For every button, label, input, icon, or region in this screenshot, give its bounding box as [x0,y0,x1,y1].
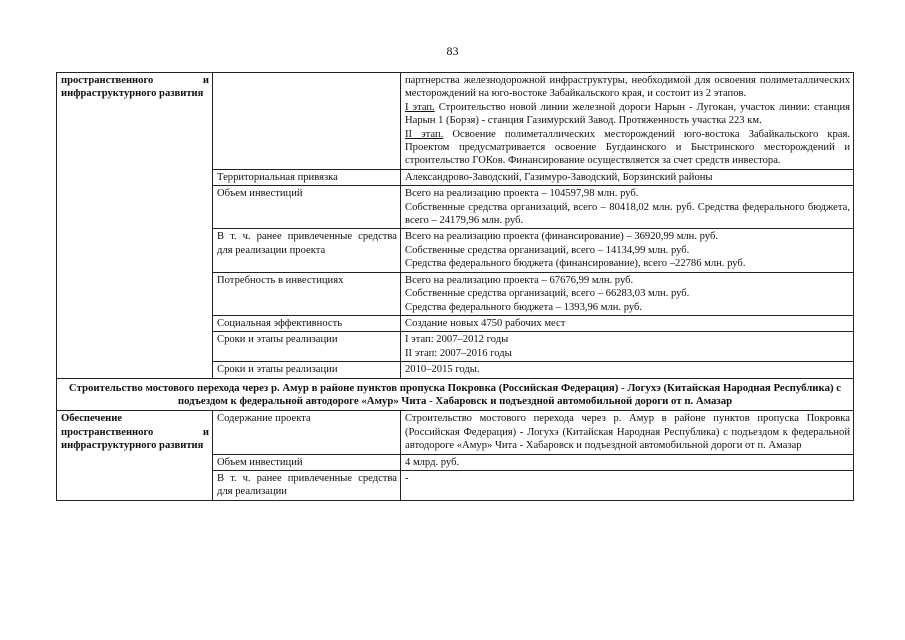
label-cell: В т. ч. ранее привлеченные средства для реализации [213,470,401,500]
value-line: 2010–2015 годы. [405,364,480,376]
label-cell: Объем инвестиций [213,454,401,470]
project-table [56,72,854,501]
value-line: Александрово-Заводский, Газимуро-Заводский, Борзинский районы [405,171,713,183]
value-line: Собственные средства организаций, всего – 66283,03 млн. руб. [405,288,690,300]
table-row [57,73,854,170]
value-line: Всего на реализацию проекта – 104597,98 млн. руб. [405,188,639,200]
category-cell: Обеспечение пространственного и инфраструктурного развития [57,411,213,500]
value-line: Собственные средства организаций, всего – 14134,99 млн. руб. [405,244,690,256]
label-cell: Сроки и этапы реализации [213,362,401,378]
value-cell [401,229,854,272]
label-cell: Потребность в инвестициях [213,272,401,315]
value-cell [401,362,854,378]
value-cell [401,411,854,454]
label-cell: Социальная эффективность [213,315,401,331]
value-line: II этап: 2007–2016 годы [405,347,512,359]
page-number: 83 [446,44,459,58]
stage-2-text: Освоение полиметаллических месторождений юго-востока Забайкальского края. Проектом предусматривается освоение Бугдаинского и Быстринского месторождений и строительство ГОКов. Финансирование осуществляется за счет средств инвестора. [405,128,850,167]
stage-1-paragraph [405,101,850,128]
label-cell: Территориальная привязка [213,169,401,185]
category-cell: пространственного и инфраструктурного развития [57,73,213,379]
content-cell [401,73,854,170]
value-cell [401,454,854,470]
label-cell: Содержание проекта [213,411,401,454]
stage-2-label: II этап. [405,128,444,140]
label-cell [213,73,401,170]
section-title: Строительство мостового перехода через р. Амур в районе пунктов пропуска Покровка (Российская Федерация) - Логухэ (Китайская Народная Республика) с подъездом к федеральной автодороге «Амур» Чита - Хабаровск и подъездной автомобильной дороги от п. Амазар [57,378,854,411]
value-cell [401,470,854,500]
value-cell [401,272,854,315]
value-line: I этап: 2007–2012 годы [405,334,509,346]
value-line: Создание новых 4750 рабочих мест [405,317,566,329]
label-cell: Объем инвестиций [213,186,401,229]
value-cell [401,332,854,362]
value-cell [401,315,854,331]
value-line: Собственные средства организаций, всего – 80418,02 млн. руб. Средства федерального бюджета, всего – 24179,96 млн. руб. [405,201,850,227]
value-line: - [405,472,409,484]
section-row [57,378,854,411]
stage-2-paragraph [405,128,850,168]
table-row [57,411,854,454]
value-line: 4 млрд. руб. [405,456,460,468]
stage-1-label: I этап. [405,101,435,113]
value-line: Средства федерального бюджета – 1393,96 млн. руб. [405,301,643,313]
project-intro: партнерства железнодорожной инфраструктуры, необходимой для освоения полиметаллических месторождений на юго-востоке Забайкальского края, и состоит из 2 этапов. [405,75,850,100]
label-cell: Сроки и этапы реализации [213,332,401,362]
value-line: Всего на реализацию проекта – 67676,99 млн. руб. [405,274,634,286]
value-line: Средства федерального бюджета (финансирование), всего –22786 млн. руб. [405,258,746,270]
value-cell [401,169,854,185]
value-cell [401,186,854,229]
value-line: Строительство мостового перехода через р. Амур в районе пунктов пропуска Покровка (Российская Федерация) - Логухэ (Китайская Народная Республика) с подъездом к федеральной автодороге «Амур» Чита - Хабаровск и подъездной автомобильной дороги от п. Амазар [405,413,850,452]
stage-1-text: Строительство новой линии железной дороги Нарын - Лугокан, участок линии: станция Нарын 1 (Борзя) - станция Газимурский Завод. Протяженность участка 223 км. [405,101,850,127]
label-cell: В т. ч. ранее привлеченные средства для реализации проекта [213,229,401,272]
value-line: Всего на реализацию проекта (финансирование) – 36920,99 млн. руб. [405,231,719,243]
